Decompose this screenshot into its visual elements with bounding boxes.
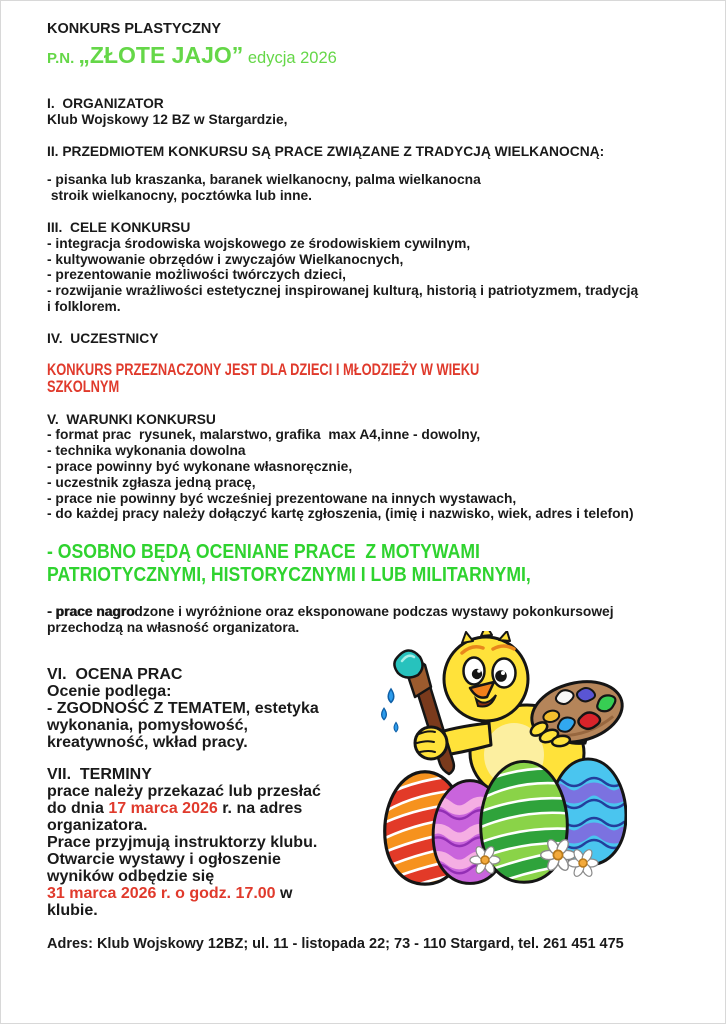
green-notice-line: - OSOBNO BĘDĄ OCENIANE PRACE Z MOTYWAMI: [47, 540, 480, 564]
red-notice-row: [47, 362, 685, 397]
section-warunki: [47, 412, 685, 523]
section-organizator-heading: I. ORGANIZATOR: [47, 96, 164, 111]
contest-kicker: KONKURS PLASTYCZNY: [47, 21, 222, 37]
paint-drop-icons: [382, 689, 398, 732]
cele-item: - kultywowanie obrzędów i zwyczajów Wielkanocnych,: [47, 251, 404, 267]
red-notice: KONKURS PRZEZNACZONY JEST DLA DZIECI I MŁODZIEŻY W WIEKU SZKOLNYM: [47, 360, 483, 396]
section-ocena-heading: VI. OCENA PRAC: [47, 665, 183, 683]
warunki-item: - uczestnik zgłasza jedną pracę,: [47, 474, 256, 490]
terminy-line: [47, 800, 377, 817]
cele-item: - rozwijanie wrażliwości estetycznej inspirowanej kulturą, historią i patriotyzmem, tradycją: [47, 283, 639, 299]
section-cele-heading: III. CELE KONKURSU: [47, 219, 191, 235]
section-uczestnicy-heading: IV. UCZESTNICY: [47, 330, 159, 346]
section-przedmiot: [47, 144, 685, 204]
awards-line: [47, 604, 685, 620]
ocena-line: - ZGODNOŚĆ Z TEMATEM, estetyka: [47, 699, 319, 717]
bottom-columns: [47, 666, 377, 919]
easter-chick-illustration: [377, 631, 627, 889]
warunki-item: - format prac rysunek, malarstwo, grafika max A4,inne - dowolny,: [47, 427, 481, 443]
awards-line: przechodzą na własność organizatora.: [47, 619, 300, 635]
section-organizator: [47, 96, 685, 128]
section-warunki-heading: V. WARUNKI KONKURSU: [47, 411, 216, 427]
ocena-line: Ocenie podlega:: [47, 682, 172, 700]
terminy-line: Otwarcie wystawy i ogłoszenie: [47, 850, 281, 868]
title-prefix: P.N.: [47, 50, 79, 67]
warunki-item: - technika wykonania dowolna: [47, 443, 246, 459]
cele-item: i folklorem.: [47, 298, 121, 314]
warunki-item: - prace powinny być wykonane własnoręcznie,: [47, 458, 353, 474]
section-ocena: [47, 666, 377, 751]
green-notice-line: PATRIOTYCZNYMI, HISTORYCZNYMI I LUB MILITARNYMI,: [47, 563, 531, 587]
section-terminy-heading: VII. TERMINY: [47, 765, 152, 783]
ocena-line: wykonania, pomysłowość,: [47, 716, 248, 734]
section-cele: [47, 220, 685, 315]
terminy-line: prace należy przekazać lub przesłać: [47, 782, 321, 800]
terminy-line: organizatora.: [47, 816, 148, 834]
przedmiot-line: stroik wielkanocny, pocztówka lub inne.: [47, 188, 313, 204]
cele-item: - integracja środowiska wojskowego ze środowiskiem cywilnym,: [47, 235, 471, 251]
results-suffix: w: [275, 884, 293, 902]
deadline-prefix: do dnia: [47, 799, 109, 817]
section-przedmiot-heading: II. PRZEDMIOTEM KONKURSU SĄ PRACE ZWIĄZANE Z TRADYCJĄ WIELKANOCNĄ:: [47, 143, 605, 159]
results-date: 31 marca 2026 r. o godz. 17.00: [47, 884, 276, 902]
deadline-date: 17 marca 2026: [108, 799, 218, 817]
cele-item: - prezentowanie możliwości twórczych dzieci,: [47, 267, 346, 283]
przedmiot-line: - pisanka lub kraszanka, baranek wielkanocny, palma wielkanocna: [47, 172, 481, 188]
terminy-line: wyników odbędzie się: [47, 867, 215, 885]
organizator-line: Klub Wojskowy 12 BZ w Stargardzie,: [47, 111, 288, 127]
section-uczestnicy: [47, 331, 685, 347]
ocena-line: kreatywność, wkład pracy.: [47, 733, 248, 751]
deadline-suffix: r. na adres: [217, 799, 303, 817]
warunki-item: - prace nie powinny być wcześniej prezentowane na innych wystawach,: [47, 490, 517, 506]
terminy-line: Prace przyjmują instruktorzy klubu.: [47, 833, 318, 851]
terminy-line: [47, 885, 377, 902]
contest-title: [47, 42, 685, 72]
awards-bold-start: - prace nagro: [47, 604, 135, 620]
awards-rest: dzone i wyróżnione oraz eksponowane podczas wystawy pokonkursowej: [134, 604, 614, 620]
section-terminy: [47, 766, 377, 919]
title-edition: edycja 2026: [243, 49, 337, 67]
green-notice: [47, 540, 685, 586]
terminy-line: klubie.: [47, 901, 98, 919]
footer-address: Adres: Klub Wojskowy 12BZ; ul. 11 - listopada 22; 73 - 110 Stargard, tel. 261 451 475: [47, 935, 624, 952]
title-name: „ZŁOTE JAJO”: [78, 42, 244, 68]
warunki-item: - do każdej pracy należy dołączyć kartę zgłoszenia, (imię i nazwisko, wiek, adres i telefon): [47, 506, 634, 522]
